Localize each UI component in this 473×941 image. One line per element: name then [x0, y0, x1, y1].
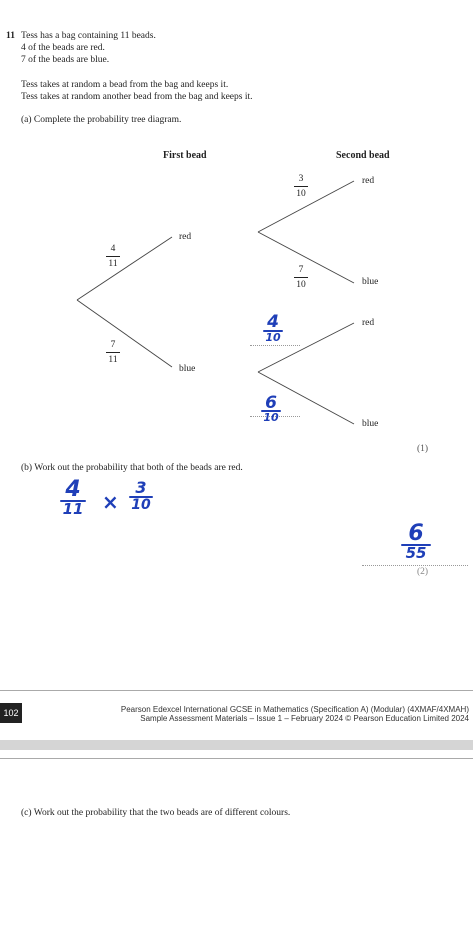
answer-den: 55 [405, 544, 427, 562]
working-fraction-a [58, 477, 88, 518]
part-b-marks: (2) [417, 567, 429, 577]
question-line-2: 4 of the beads are red. [21, 43, 105, 53]
prob-upper-red [292, 173, 310, 200]
footer-line-1: Pearson Edexcel International GCSE in Mathematics (Specification A) (Modular) (4XMAF/4XMAH) [120, 705, 469, 714]
lower-blue-label: blue [362, 419, 379, 429]
working-fraction-b [126, 480, 156, 512]
page-separator [0, 740, 473, 750]
question-line-5: Tess takes at random another bead from the bag and keeps it. [21, 92, 253, 102]
working-a-den: 11 [62, 500, 84, 518]
upper-blue-label: blue [362, 277, 379, 287]
handwritten-answer-part-b [396, 521, 436, 562]
handwritten-working [58, 477, 178, 530]
working-operator: × [102, 490, 119, 514]
first-bead-header: First bead [163, 150, 207, 161]
prob-upper-blue-den: 10 [296, 280, 306, 290]
prob-upper-red-num: 3 [298, 174, 304, 184]
working-b-num: 3 [135, 478, 147, 497]
question-number: 11 [6, 31, 15, 41]
prob-upper-blue [292, 264, 310, 291]
working-b-den: 10 [131, 497, 151, 513]
page-bottom-edge [0, 690, 473, 691]
prob-first-red-den: 11 [108, 259, 118, 269]
branch-first-red [77, 237, 172, 300]
lower-red-label: red [362, 318, 375, 328]
prob-upper-blue-num: 7 [298, 265, 304, 275]
prob-first-red-num: 4 [110, 244, 116, 254]
handwritten-lower-red-den: 10 [265, 331, 281, 344]
handwritten-lower-blue-num: 6 [265, 393, 277, 413]
question-line-1: Tess has a bag containing 11 beads. [21, 31, 156, 41]
upper-red-label: red [362, 176, 375, 186]
page-top-edge [0, 758, 473, 759]
handwritten-prob-lower-red [258, 314, 288, 343]
second-bead-header: Second bead [336, 150, 390, 161]
footer-line-2: Sample Assessment Materials – Issue 1 – February 2024 © Pearson Education Limited 2024 [140, 714, 469, 723]
part-a-prompt: (a) Complete the probability tree diagram. [21, 115, 182, 125]
answer-line-lower-red [250, 345, 300, 346]
answer-line-part-b [362, 565, 468, 566]
prob-first-blue-num: 7 [110, 340, 116, 350]
part-a-marks: (1) [417, 444, 429, 454]
first-red-label: red [179, 232, 192, 242]
prob-first-red [104, 243, 122, 270]
question-line-4: Tess takes at random a bead from the bag and keeps it. [21, 80, 229, 90]
question-line-3: 7 of the beads are blue. [21, 55, 110, 65]
handwritten-lower-red-num: 4 [267, 312, 279, 332]
handwritten-lower-blue-den: 10 [263, 411, 279, 424]
part-c-prompt: (c) Work out the probability that the two beads are of different colours. [21, 808, 291, 818]
prob-upper-red-den: 10 [296, 189, 306, 199]
branch-first-blue [77, 300, 172, 367]
part-b-prompt: (b) Work out the probability that both of the beads are red. [21, 463, 243, 473]
prob-first-blue-den: 11 [108, 355, 118, 365]
prob-first-blue [104, 339, 122, 366]
working-a-num: 4 [65, 477, 81, 502]
handwritten-prob-lower-blue [256, 395, 286, 423]
first-blue-label: blue [179, 364, 196, 374]
page-number: 102 [0, 703, 22, 723]
answer-num: 6 [408, 521, 424, 546]
